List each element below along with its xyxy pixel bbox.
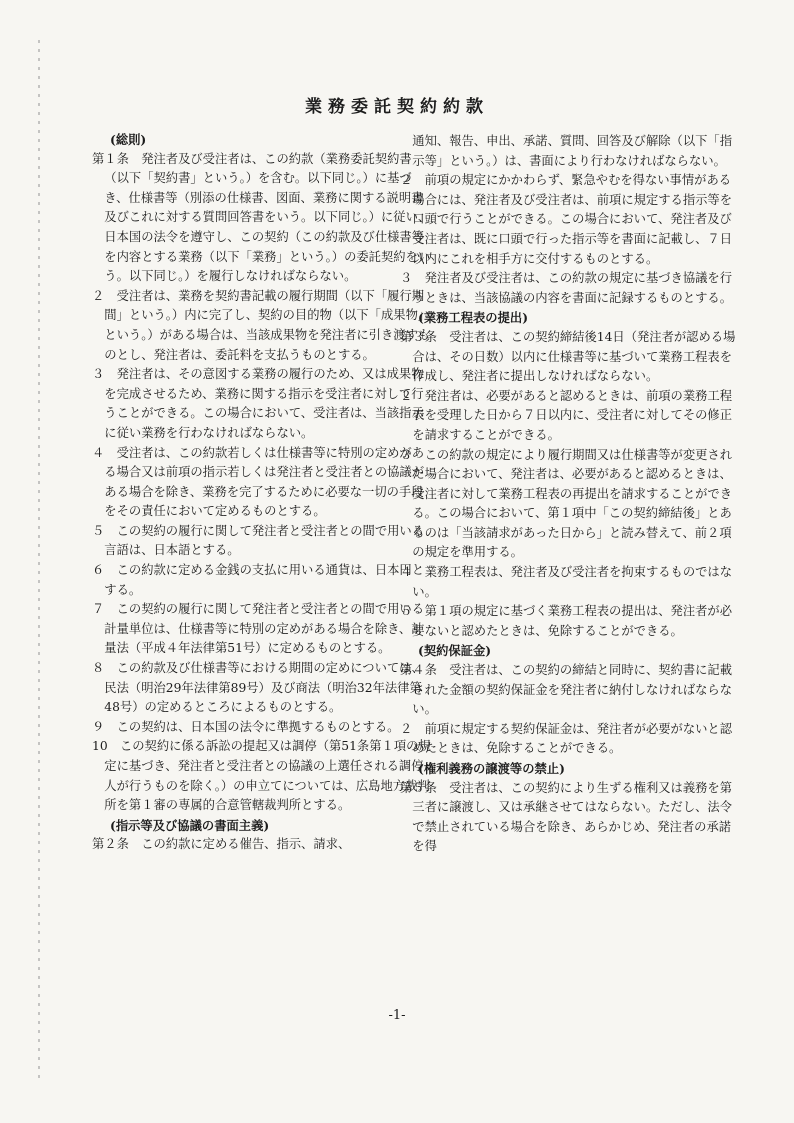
clause-paragraph: 通知、報告、申出、承諾、質問、回答及び解除（以下「指示等」という。）は、書面により行わなければならない。 <box>400 134 733 168</box>
article-heading: (契約保証金) <box>418 643 492 659</box>
clause-paragraph: ８ この約款及び仕様書等における期間の定めについては、民法（明治29年法律第89号）及び商法（明治32年法律第48号）の定めるところによるものとする。 <box>92 661 424 715</box>
clause-paragraph: 10 この契約に係る訴訟の提起又は調停（第51条第１項の規定に基づき、発注者と受注者との協議の上選任される調停人が行うものを除く。）の申立てについては、広島地方裁判所を第１審の専属的合意管轄裁判所とする。 <box>92 739 431 813</box>
clause-paragraph: ２ 受注者は、業務を契約書記載の履行期間（以下「履行期間」という。）内に完了し、契約の目的物（以下「成果物」という。）がある場合は、当該成果物を発注者に引き渡すものとし、発注者は、委託料を支払うものとする。 <box>92 288 431 362</box>
clause-paragraph: ２ 前項の規定にかかわらず、緊急やむを得ない事情がある場合には、発注者及び受注者は、前項に規定する指示等を口頭で行うことができる。この場合において、発注者及び受注者は、既に口頭で行った指示等を書面に記載し、７日以内にこれを相手方に交付するものとする。 <box>400 173 733 266</box>
left-column <box>92 130 432 855</box>
clause-paragraph: 第２条 この約款に定める催告、指示、請求、 <box>92 837 351 852</box>
clause-paragraph: 第５条 受注者は、この契約により生ずる権利又は義務を第三者に譲渡し、又は承継させてはならない。ただし、法令で禁止されている場合を除き、あらかじめ、発注者の承諾を得 <box>400 780 733 854</box>
clause-paragraph: ６ この約款に定める金銭の支払に用いる通貨は、日本円とする。 <box>92 563 425 597</box>
clause-paragraph: 第１条 発注者及び受注者は、この約款（業務委託契約書（以下「契約書」という。）を含む。以下同じ。）に基づき、仕様書等（別添の仕様書、図面、業務に関する説明書及びこれに対する質問回答書をいう。以下同じ。）に従い、日本国の法令を遵守し、この契約（この約款及び仕様書等を内容とする業務（以下「業務」という。）の委託契約をいう。以下同じ。）を履行しなければならない。 <box>92 151 431 284</box>
article-heading: (権利義務の譲渡等の禁止) <box>418 761 565 776</box>
article-heading: (総則) <box>110 132 147 147</box>
clause-paragraph: ２ 発注者は、必要があると認めるときは、前項の業務工程表を受理した日から７日以内に、受注者に対してその修正を請求することができる。 <box>400 388 733 442</box>
clause-paragraph: ５ この契約の履行に関して発注者と受注者との間で用いる言語は、日本語とする。 <box>92 523 425 558</box>
document-title: 業務委託契約約款 <box>305 97 489 117</box>
clause-paragraph: ４ 受注者は、この約款若しくは仕様書等に特別の定めがある場合又は前項の指示若しくは発注者と受注者との協議がある場合を除き、業務を完了するために必要な一切の手段をその責任において定めるものとする。 <box>92 445 425 519</box>
right-column <box>400 132 740 857</box>
clause-paragraph: ９ この契約は、日本国の法令に準拠するものとする。 <box>92 719 400 734</box>
page-number: -1- <box>388 1008 406 1023</box>
clause-paragraph: ３ 発注者及び受注者は、この約款の規定に基づき協議を行うときは、当該協議の内容を書面に記録するものとする。 <box>400 271 733 305</box>
article-heading: (指示等及び協議の書面主義) <box>110 817 270 833</box>
article-heading: (業務工程表の提出) <box>418 310 529 326</box>
clause-paragraph: ７ この契約の履行に関して発注者と受注者との間で用いる計量単位は、仕様書等に特別の定めがある場合を除き、計量法（平成４年法律第51号）に定めるものとする。 <box>92 602 425 656</box>
clause-paragraph: 第４条 受注者は、この契約の締結と同時に、契約書に記載された金額の契約保証金を発注者に納付しなければならない。 <box>400 663 733 717</box>
clause-paragraph: 第３条 受注者は、この契約締結後14日（発注者が認める場合は、その日数）以内に仕様書等に基づいて業務工程表を作成し、発注者に提出しなければならない。 <box>400 329 736 384</box>
clause-paragraph: ４ 業務工程表は、発注者及び受注者を拘束するものではない。 <box>400 565 733 599</box>
clause-paragraph: ５ 第１項の規定に基づく業務工程表の提出は、発注者が必要ないと認めたときは、免除することができる。 <box>400 604 733 638</box>
clause-paragraph: ２ 前項に規定する契約保証金は、発注者が必要がないと認めたときは、免除することができる。 <box>400 721 733 756</box>
clause-paragraph: ３ 発注者は、その意図する業務の履行のため、又は成果物を完成させるため、業務に関する指示を受注者に対して行うことができる。この場合において、受注者は、当該指示に従い業務を行わなければならない。 <box>92 367 424 440</box>
scan-edge-artifact <box>38 40 40 1080</box>
clause-paragraph: ３ この約款の規定により履行期間又は仕様書等が変更された場合において、発注者は、必要があると認めるときは、受注者に対して業務工程表の再提出を請求することができる。この場合において、第１項中「この契約締結後」とあるのは「当該請求があった日から」と読み替えて、前２項の規定を準用する。 <box>400 447 733 560</box>
